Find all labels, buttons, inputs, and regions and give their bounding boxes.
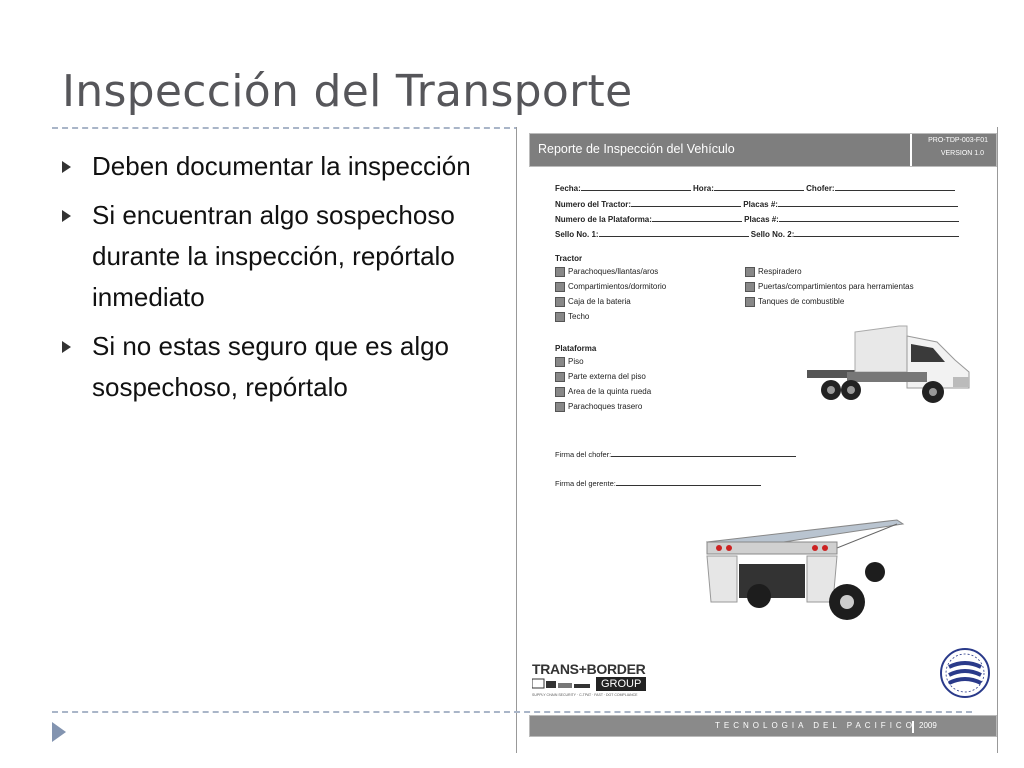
form-row-plataforma [555, 214, 959, 224]
form-header [529, 133, 997, 167]
checkbox-item: Parachoques trasero [555, 402, 642, 412]
seal-logo-icon [939, 647, 991, 699]
checkbox-item: Puertas/compartimientos para herramientas [745, 282, 914, 292]
form-version: VERSION 1.0 [940, 150, 984, 157]
signature-chofer: Firma del chofer: [555, 450, 796, 459]
checkbox-item: Tanques de combustible [745, 297, 844, 307]
checkbox-item: Caja de la bateria [555, 297, 631, 307]
form-code: PRO-TDP-003-F01 [928, 137, 988, 144]
checkbox-icon [555, 357, 565, 367]
trans-border-logo [532, 661, 650, 697]
flatbed-trailer-image [697, 512, 907, 632]
checkbox-icon [555, 282, 565, 292]
bullet-item [62, 326, 482, 408]
checkbox-icon [555, 267, 565, 277]
field-label-placas: Placas #: [744, 215, 779, 224]
checkbox-icon [745, 282, 755, 292]
logo-tagline: SUPPLY CHAIN SECURITY · C-TPAT · FAST · DOT COMPLIANCE [532, 693, 638, 697]
section-heading-tractor: Tractor [555, 254, 583, 263]
logo-name: TRANS+BORDER [532, 661, 646, 677]
bullet-list [62, 146, 482, 416]
slide-title: Inspección del Transporte [62, 66, 633, 117]
checkbox-icon [745, 297, 755, 307]
footer-year: 2009 [912, 721, 937, 733]
checkbox-item: Piso [555, 357, 584, 367]
bullet-arrow-icon [62, 210, 71, 222]
bullet-text: Si no estas seguro que es algo sospechoso, repórtalo [92, 331, 450, 402]
logo-mark-icon [532, 678, 592, 690]
checkbox-icon [745, 267, 755, 277]
checkbox-icon [555, 312, 565, 322]
field-label-chofer: Chofer: [806, 184, 835, 193]
checkbox-icon [555, 387, 565, 397]
footer-divider [52, 711, 972, 713]
checkbox-item: Parte externa del piso [555, 372, 646, 382]
form-row-tractor [555, 199, 958, 209]
field-label-hora: Hora: [693, 184, 714, 193]
field-label-placas: Placas #: [743, 200, 778, 209]
footer-text: TECNOLOGIA DEL PACIFICO [715, 721, 916, 730]
form-title: Reporte de Inspección del Vehículo [538, 142, 735, 156]
checkbox-icon [555, 402, 565, 412]
field-label-numero-tractor: Numero del Tractor: [555, 200, 632, 209]
logo-group: GROUP [596, 677, 646, 691]
field-label-numero-plataforma: Numero de la Plataforma: [555, 215, 652, 224]
section-heading-plataforma: Plataforma [555, 344, 597, 353]
checkbox-icon [555, 297, 565, 307]
next-slide-arrow-icon[interactable] [52, 722, 66, 742]
checkbox-item: Compartimientos/dormitorio [555, 282, 666, 292]
checkbox-item: Respiradero [745, 267, 802, 277]
bullet-text: Deben documentar la inspección [92, 151, 471, 181]
bullet-item [62, 195, 482, 318]
bullet-text: Si encuentran algo sospechoso durante la inspección, repórtalo inmediato [92, 200, 455, 312]
field-label-sello-2: Sello No. 2: [750, 230, 795, 239]
form-code-box [910, 134, 996, 166]
inspection-form-image [516, 127, 998, 753]
checkbox-icon [555, 372, 565, 382]
bullet-arrow-icon [62, 341, 71, 353]
tractor-truck-image [807, 322, 977, 412]
checkbox-item: Parachoques/llantas/aros [555, 267, 658, 277]
bullet-arrow-icon [62, 161, 71, 173]
form-footer [529, 715, 997, 737]
signature-gerente: Firma del gerente: [555, 479, 761, 488]
field-label-sello-1: Sello No. 1: [555, 230, 599, 239]
checkbox-item: Area de la quinta rueda [555, 387, 651, 397]
form-row-fecha [555, 183, 955, 193]
bullet-item [62, 146, 482, 187]
field-label-fecha: Fecha: [555, 184, 581, 193]
checkbox-item: Techo [555, 312, 589, 322]
form-row-sellos [555, 229, 959, 239]
